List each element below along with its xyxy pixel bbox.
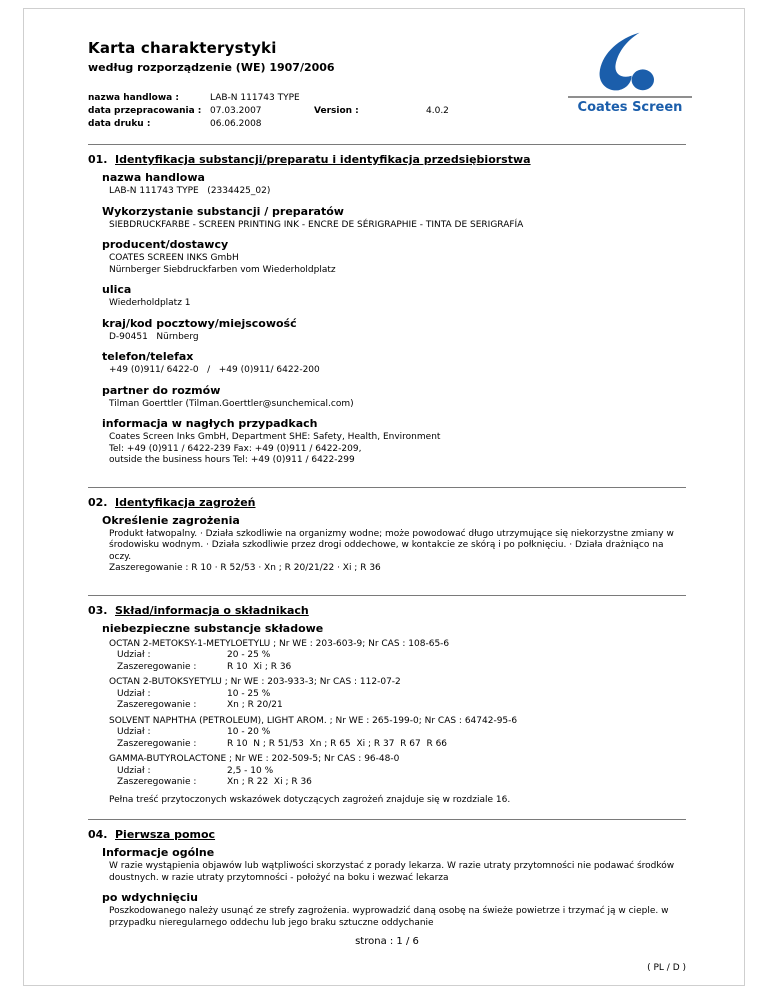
version-value: 4.0.2 [426, 106, 449, 116]
block-use [102, 205, 686, 232]
section-heading [88, 496, 686, 509]
section-body [88, 846, 686, 929]
block-city [102, 317, 686, 344]
block-hazard [102, 514, 686, 575]
section-body [88, 622, 686, 807]
subsection-heading: informacja w nagłych przypadkach [102, 417, 318, 430]
section-divider [88, 595, 686, 596]
meta-row [88, 118, 686, 131]
version-label: Version : [314, 106, 359, 116]
share-label: Udział : [117, 650, 151, 660]
subsection-heading: producent/dostawcy [102, 238, 229, 251]
page-footer [88, 936, 686, 973]
section-title: Skład/informacja o składnikach [115, 603, 309, 617]
section-divider [88, 487, 686, 488]
section-number: 04. [88, 828, 108, 841]
body-text-line: W razie wystąpienia objawów lub wątpliwości skorzystać z porady lekarza. W razie utraty przytomności nie podawać środków doustnych. w razie utraty przytomności - położyć na boku i wezwać lekarza [109, 861, 678, 883]
share-value: 2,5 - 10 % [227, 765, 274, 776]
section-03 [88, 601, 686, 807]
footnote-text: Pełna treść przytoczonych wskazówek dotyczących zagrożeń znajduje się w rozdziale 16. [109, 794, 511, 805]
ingredient-entry [102, 716, 686, 751]
body-text-line: +49 (0)911/ 6422-0 / +49 (0)911/ 6422-200 [109, 365, 320, 375]
section-01 [88, 150, 686, 474]
section-heading [88, 604, 686, 617]
ingredient-share-row [102, 689, 686, 701]
ingredient-name: GAMMA-BUTYROLACTONE ; Nr WE : 202-509-5; Nr CAS : 96-48-0 [109, 754, 400, 764]
subsection-heading: Informacje ogólne [102, 846, 215, 859]
subsection-heading: Określenie zagrożenia [102, 513, 240, 527]
section-title: Identyfikacja substancji/preparatu i identyfikacja przedsiębiorstwa [115, 153, 531, 166]
classification-value: Xn ; R 22 Xi ; R 36 [227, 777, 312, 787]
block-contact [102, 384, 686, 411]
ingredient-share-row [102, 766, 686, 778]
ingredient-classification-row [102, 777, 686, 789]
subsection-heading: nazwa handlowa [102, 171, 205, 184]
section-heading [88, 828, 686, 841]
page-number: strona : 1 / 6 [355, 936, 419, 947]
ingredient-classification-row [102, 700, 686, 712]
classification-label: Zaszeregowanie : [117, 661, 197, 672]
block-producer [102, 238, 686, 276]
body-text-line: COATES SCREEN INKS GmbH [109, 253, 239, 263]
section-number: 03. [88, 603, 108, 617]
subsection-heading: kraj/kod pocztowy/miejscowość [102, 316, 297, 330]
revision-date-value: 07.03.2007 [210, 106, 262, 116]
classification-value: Xn ; R 20/21 [227, 700, 283, 710]
subsection-heading: Wykorzystanie substancji / preparatów [102, 204, 344, 218]
classification-label: Zaszeregowanie : [117, 700, 197, 710]
ingredient-classification-row [102, 739, 686, 751]
body-text-line: Produkt łatwopalny. · Działa szkodliwie na organizmy wodne; może powodować długo utrzymujące się niekorzystne zmiany w środowisku wodnym. · Działa szkodliwie przez drogi oddechowe, w kontakcie ze skórą i po połknięciu. · Działa drażniąco na oczy. [109, 528, 677, 562]
classification-value: R 10 Xi ; R 36 [227, 661, 292, 672]
subsection-heading: partner do rozmów [102, 383, 221, 397]
subsection-heading: telefon/telefax [102, 350, 194, 363]
block-general-info [102, 846, 686, 884]
subsection-heading: ulica [102, 283, 132, 296]
block-inhalation [102, 891, 686, 929]
trade-name-label: nazwa handlowa : [88, 93, 179, 103]
ingredient-classification-row [102, 662, 686, 674]
ingredient-name: OCTAN 2-METOKSY-1-METYLOETYLU ; Nr WE : 203-603-9; Nr CAS : 108-65-6 [109, 638, 450, 649]
share-value: 20 - 25 % [227, 650, 271, 660]
ingredient-entry [102, 677, 686, 712]
body-text-line: outside the business hours Tel: +49 (0)911 / 6422-299 [109, 455, 355, 465]
section-number: 01. [88, 153, 108, 166]
trade-name-value: LAB-N 111743 TYPE [210, 93, 300, 103]
document-subtitle: według rozporządzenie (WE) 1907/2006 [88, 61, 335, 74]
section-body [88, 171, 686, 467]
section-title: Pierwsza pomoc [115, 828, 216, 841]
section-number: 02. [88, 495, 108, 509]
block-street [102, 283, 686, 310]
section-heading [88, 153, 686, 166]
section-divider [88, 144, 686, 145]
body-text-line: D-90451 Nürnberg [109, 331, 199, 342]
section-title: Identyfikacja zagrożeń [115, 495, 256, 509]
share-label: Udział : [117, 688, 151, 699]
logo-swoosh-icon [588, 31, 672, 95]
subsection-heading: niebezpieczne substancje składowe [102, 621, 324, 635]
ingredient-name: SOLVENT NAPHTHA (PETROLEUM), LIGHT AROM. ; Nr WE : 265-199-0; Nr CAS : 64742-95-6 [109, 715, 518, 726]
ingredient-name: OCTAN 2-BUTOKSYETYLU ; Nr WE : 203-933-3; Nr CAS : 112-07-2 [109, 677, 401, 687]
block-trade-name [102, 171, 686, 198]
section-02 [88, 493, 686, 582]
ingredient-entry [102, 639, 686, 674]
document-page [23, 8, 745, 986]
subsection-heading: po wdychnięciu [102, 891, 199, 904]
share-value: 10 - 20 % [227, 727, 271, 737]
body-text-line: Wiederholdplatz 1 [109, 298, 191, 308]
revision-date-label: data przepracowania : [88, 106, 202, 116]
share-label: Udział : [117, 765, 151, 776]
body-text-line: LAB-N 111743 TYPE (2334425_02) [109, 186, 271, 196]
ingredient-share-row [102, 727, 686, 739]
coates-screen-logo [568, 31, 692, 115]
body-text-line: Coates Screen Inks GmbH, Department SHE: Safety, Health, Environment [109, 432, 441, 442]
locale-indicator: ( PL / D ) [647, 963, 686, 973]
body-text-line: Tilman Goerttler (Tilman.Goerttler@sunchemical.com) [109, 398, 354, 409]
logo-divider [568, 96, 692, 98]
ingredient-entry [102, 754, 686, 789]
body-text-line: Nürnberger Siebdruckfarben vom Wiederholdplatz [109, 264, 336, 275]
section-body [88, 514, 686, 575]
share-value: 10 - 25 % [227, 688, 271, 699]
body-text-line: Poszkodowanego należy usunąć ze strefy zagrożenia. wyprowadzić daną osobę na świeże powietrze i trzymać ją w cieple. w przypadku nieregularnego oddechu lub jego braku sztuczne oddychanie [109, 906, 672, 928]
section-divider [88, 819, 686, 820]
share-label: Udział : [117, 727, 151, 737]
block-emergency [102, 417, 686, 467]
body-text-line: Zaszeregowanie : R 10 · R 52/53 · Xn ; R 20/21/22 · Xi ; R 36 [109, 563, 381, 573]
ingredient-share-row [102, 650, 686, 662]
block-phone [102, 350, 686, 377]
section-04 [88, 825, 686, 936]
classification-value: R 10 N ; R 51/53 Xn ; R 65 Xi ; R 37 R 67 R 66 [227, 738, 448, 749]
classification-label: Zaszeregowanie : [117, 777, 197, 787]
document-title: Karta charakterystyki [88, 39, 277, 57]
body-text-line: SIEBDRUCKFARBE - SCREEN PRINTING INK - ENCRE DE SÉRIGRAPHIE - TINTA DE SERIGRAFÍA [109, 219, 524, 230]
body-text-line: Tel: +49 (0)911 / 6422-239 Fax: +49 (0)911 / 6422-209, [109, 443, 362, 454]
logo-text: Coates Screen [577, 100, 683, 115]
classification-label: Zaszeregowanie : [117, 738, 197, 749]
print-date-value: 06.06.2008 [210, 119, 262, 129]
print-date-label: data druku : [88, 119, 151, 129]
